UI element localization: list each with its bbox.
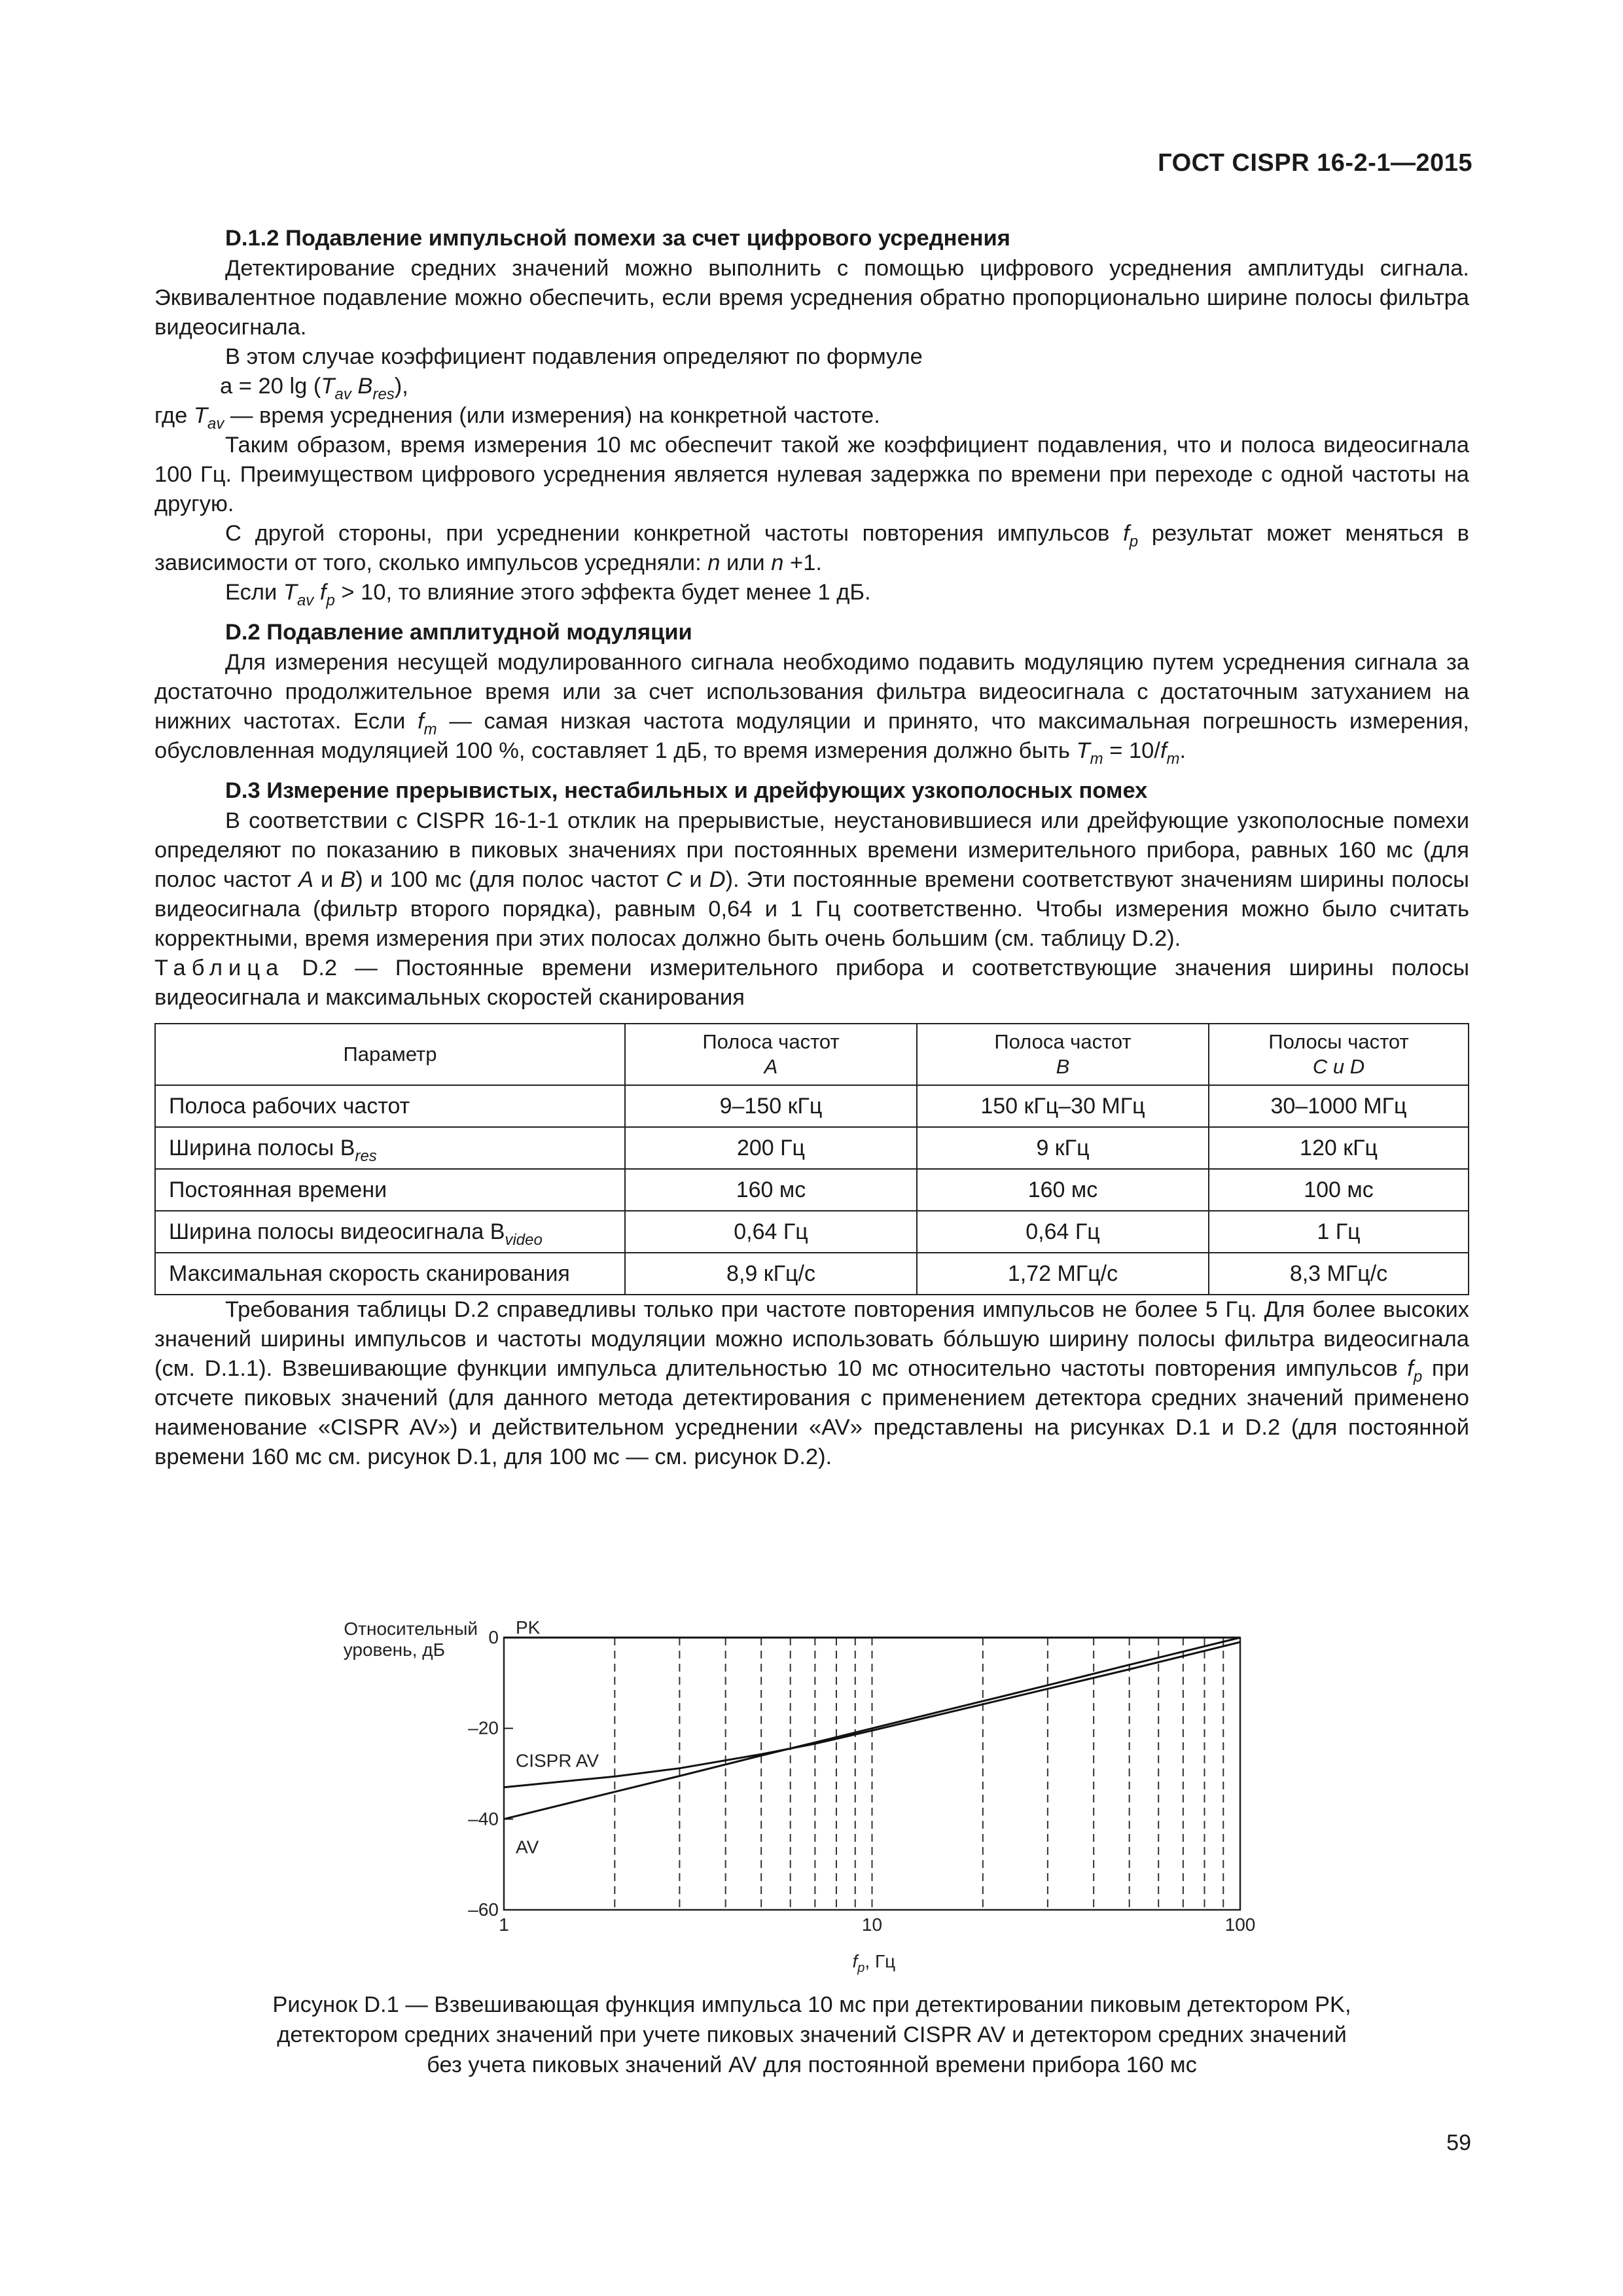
page-number: 59	[1446, 2130, 1471, 2155]
table-header-cell: Параметр	[155, 1024, 625, 1085]
figure-caption-line: детектором средних значений при учете пиковых значений CISPR AV и детектором средних значений	[277, 2022, 1347, 2047]
table-header-cell: Полоса частот B	[917, 1024, 1209, 1085]
table-cell: 1,72 МГц/с	[917, 1253, 1209, 1295]
table-cell: Постоянная времени	[155, 1169, 625, 1211]
table-header-cell: Полосы частот C и D	[1209, 1024, 1469, 1085]
paragraph: Для измерения несущей модулированного сигнала необходимо подавить модуляцию путем усреднения сигнала за достаточно продолжительное время или за счет использования фильтра видеосигнала с достаточным затуханием на нижних частотах. Если $f_m$ — самая низкая частота модуляции и принято, что максимальная погрешность измерения, обусловленная модуляцией 100 %, составляет 1 дБ, то время измерения должно быть $T_m = 10/f_m$.	[154, 650, 1469, 768]
section-heading-d12: D.1.2 Подавление импульсной помехи за счет цифрового усреднения	[225, 226, 1010, 251]
weighting-function-chart	[321, 1610, 1296, 1977]
x-tick-label: 100	[1224, 1914, 1256, 1935]
y-axis-label-line2: уровень, дБ	[343, 1640, 445, 1660]
paragraph: В этом случае коэффициент подавления определяют по формуле	[225, 344, 923, 369]
y-axis-label-line1: Относительный	[344, 1619, 478, 1639]
series-label-cispr-av: CISPR AV	[516, 1750, 599, 1771]
table-cell: 0,64 Гц	[917, 1211, 1209, 1253]
table-row	[155, 1211, 1469, 1253]
section-heading-d3: D.3 Измерение прерывистых, нестабильных и дрейфующих узкополосных помех	[225, 778, 1148, 803]
table-cell: Ширина полосы $B_{res}$	[155, 1127, 625, 1169]
table-cell: 160 мс	[917, 1169, 1209, 1211]
table-header-row	[155, 1024, 1469, 1085]
y-tick-label: –20	[468, 1717, 499, 1738]
table-cell: 9 кГц	[917, 1127, 1209, 1169]
formula: a = 20 $\lg (T_{av}$ $B_{res}$),	[220, 374, 408, 403]
table-row	[155, 1127, 1469, 1169]
parameters-table	[154, 1023, 1469, 1295]
table-cell: 0,64 Гц	[625, 1211, 917, 1253]
figure-caption	[154, 1990, 1469, 2080]
table-cell: 9–150 кГц	[625, 1085, 917, 1127]
table-cell: Ширина полосы видеосигнала $B_{video}$	[155, 1211, 625, 1253]
series-label-av: AV	[516, 1837, 539, 1857]
x-axis-label: $f_p$, Гц	[852, 1951, 896, 1975]
table-row	[155, 1169, 1469, 1211]
formula-where: где $T_{av}$ — время усреднения (или измерения) на конкретной частоте.	[154, 403, 880, 433]
section-heading-d2: D.2 Подавление амплитудной модуляции	[225, 620, 692, 645]
x-tick-label: 1	[499, 1914, 509, 1935]
table-header-cell: Полоса частот A	[625, 1024, 917, 1085]
table-row	[155, 1085, 1469, 1127]
table-cell: Максимальная скорость сканирования	[155, 1253, 625, 1295]
table-cell: 160 мс	[625, 1169, 917, 1211]
table-cell: 1 Гц	[1209, 1211, 1469, 1253]
paragraph: В соответствии с CISPR 16-1-1 отклик на прерывистые, неустановившиеся или дрейфующие узкополосные помехи определяют по показанию в пиковых значениях при постоянных времени измерительного прибора, равных 160 мс (для полос частот A и B) и 100 мс (для полос частот C и D). Эти постоянные времени соответствуют значениям ширины полосы видеосигнала (фильтр второго порядка), равным 0,64 и 1 Гц соответственно. Чтобы измерения можно было считать корректными, время измерения при этих полосах должно быть очень большим (см. таблицу D.2).	[154, 808, 1469, 951]
main-text	[154, 223, 1469, 1472]
y-tick-label: –40	[468, 1808, 499, 1829]
x-tick-label: 10	[861, 1914, 883, 1935]
table-cell: 200 Гц	[625, 1127, 917, 1169]
y-tick-label: –60	[468, 1899, 499, 1920]
table-cell: 120 кГц	[1209, 1127, 1469, 1169]
table-cell: 30–1000 МГц	[1209, 1085, 1469, 1127]
document-code: ГОСТ CISPR 16-2-1—2015	[1158, 149, 1472, 177]
series-label-pk: PK	[516, 1617, 541, 1638]
paragraph: Детектирование средних значений можно выполнить с помощью цифрового усреднения амплитуды сигнала. Эквивалентное подавление можно обеспечить, если время усреднения обратно пропорционально ширине полосы фильтра видеосигнала.	[154, 256, 1469, 340]
table-caption: Таблица D.2 — Постоянные времени измерительного прибора и соответствующие значения ширины полосы видеосигнала и максимальных скоростей сканирования	[154, 956, 1469, 1010]
table-cell: 8,9 кГц/с	[625, 1253, 917, 1295]
table-cell: Полоса рабочих частот	[155, 1085, 625, 1127]
table-cell: 150 кГц–30 МГц	[917, 1085, 1209, 1127]
paragraph: Требования таблицы D.2 справедливы только при частоте повторения импульсов не более 5 Гц. Для более высоких значений ширины импульсов и частоты модуляции можно использовать бóльшую ширину полосы фильтра видеосигнала (см. D.1.1). Взвешивающие функции импульса длительностью 10 мс относительно частоты повторения импульсов $f_p$ при отсчете пиковых значений (для данного метода детектирования с применением детектора средних значений применено наименование «CISPR AV») и действительном усреднении «AV» представлены на рисунках D.1 и D.2 (для постоянной времени 160 мс см. рисунок D.1, для 100 мс — см. рисунок D.2).	[154, 1297, 1469, 1469]
paragraph: С другой стороны, при усреднении конкретной частоты повторения импульсов $f_p$ результат может меняться в зависимости от того, сколько импульсов усредняли: n или n +1.	[154, 521, 1469, 575]
table-row	[155, 1253, 1469, 1295]
table-cell: 100 мс	[1209, 1169, 1469, 1211]
paragraph: Таким образом, время измерения 10 мс обеспечит такой же коэффициент подавления, что и полоса видеосигнала 100 Гц. Преимуществом цифрового усреднения является нулевая задержка по времени при переходе с одной частоты на другую.	[154, 433, 1469, 516]
paragraph: Если $T_{av}$ $f_p > 10$, то влияние этого эффекта будет менее 1 дБ.	[225, 580, 871, 609]
figure-caption-line: без учета пиковых значений AV для постоянной времени прибора 160 мс	[427, 2053, 1197, 2077]
y-tick-label: 0	[488, 1627, 499, 1647]
figure-caption-line: Рисунок D.1 — Взвешивающая функция импульса 10 мс при детектировании пиковым детектором PK,	[272, 1992, 1351, 2017]
chart-svg	[321, 1610, 1296, 1977]
table-cell: 8,3 МГц/с	[1209, 1253, 1469, 1295]
